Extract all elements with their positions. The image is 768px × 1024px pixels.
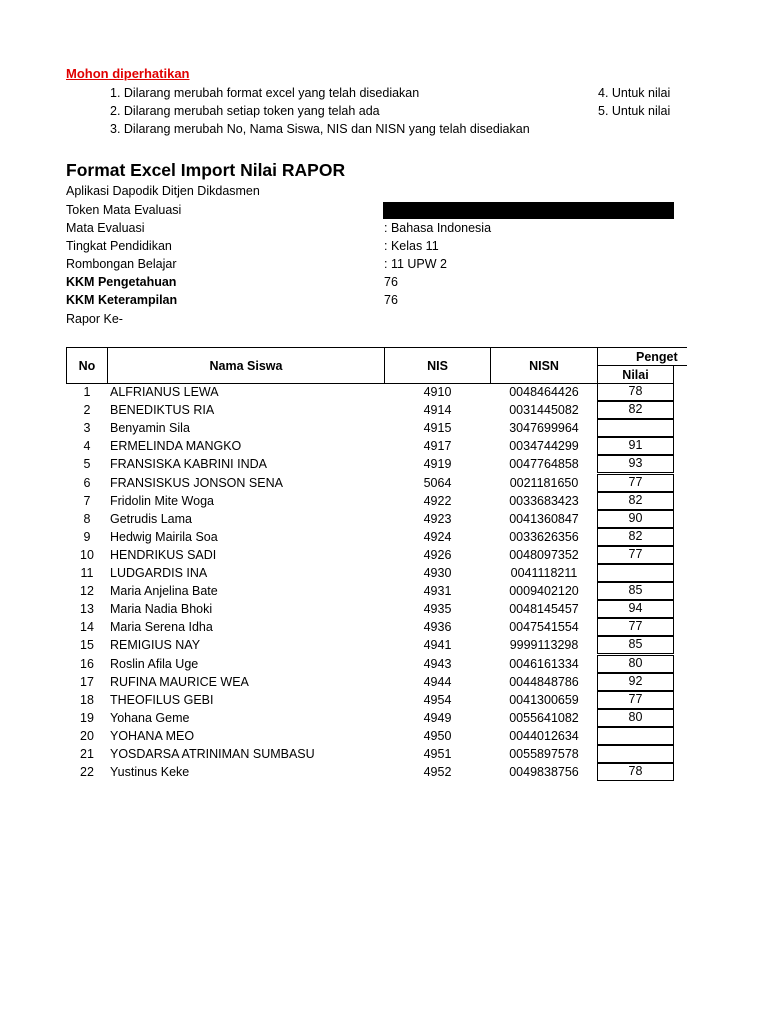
row-score-cell[interactable]: 77	[597, 691, 674, 709]
row-score-cell[interactable]: 92	[597, 673, 674, 691]
row-student-name: Roslin Afila Uge	[110, 657, 199, 671]
row-student-name: Hedwig Mairila Soa	[110, 530, 218, 544]
header-name: Nama Siswa	[107, 347, 385, 384]
row-no: 13	[80, 602, 94, 616]
row-no: 18	[80, 693, 94, 707]
row-score-cell[interactable]: 85	[597, 636, 674, 654]
group-label: Rombongan Belajar	[66, 257, 177, 271]
header-nis: NIS	[384, 347, 491, 384]
row-nis: 4943	[423, 657, 452, 671]
notice-title: Mohon diperhatikan	[66, 66, 190, 81]
row-score-cell[interactable]	[597, 564, 674, 582]
row-student-name: Yustinus Keke	[110, 765, 190, 779]
row-score-cell[interactable]: 93	[597, 455, 674, 473]
rule-1: 1. Dilarang merubah format excel yang telah disediakan	[110, 86, 420, 100]
row-score-cell[interactable]: 85	[597, 582, 674, 600]
report-number-label: Rapor Ke-	[66, 312, 123, 326]
row-nis: 5064	[423, 476, 452, 490]
row-student-name: THEOFILUS GEBI	[110, 693, 214, 707]
row-score-cell[interactable]: 77	[597, 618, 674, 636]
row-no: 6	[83, 476, 91, 490]
row-nisn: 0034744299	[509, 439, 579, 453]
row-score-cell[interactable]: 90	[597, 510, 674, 528]
row-no: 14	[80, 620, 94, 634]
row-student-name: BENEDIKTUS RIA	[110, 403, 215, 417]
row-no: 5	[83, 457, 91, 471]
row-nis: 4930	[423, 566, 452, 580]
token-redacted-field[interactable]	[383, 202, 674, 219]
row-student-name: FRANSISKUS JONSON SENA	[110, 476, 283, 490]
row-student-name: ALFRIANUS LEWA	[110, 385, 219, 399]
row-no: 4	[83, 439, 91, 453]
row-nisn: 0041360847	[509, 512, 579, 526]
row-student-name: REMIGIUS NAY	[110, 638, 201, 652]
row-student-name: Fridolin Mite Woga	[110, 494, 214, 508]
row-nis: 4951	[423, 747, 452, 761]
kkm-skill-label: KKM Keterampilan	[66, 293, 178, 307]
rule-4: 4. Untuk nilai	[598, 86, 671, 100]
row-nis: 4923	[423, 512, 452, 526]
row-score-cell[interactable]: 78	[597, 763, 674, 781]
row-nisn: 0044848786	[509, 675, 579, 689]
row-no: 2	[83, 403, 91, 417]
row-student-name: LUDGARDIS INA	[110, 566, 208, 580]
row-nisn: 0048097352	[509, 548, 579, 562]
row-student-name: YOSDARSA ATRINIMAN SUMBASU	[110, 747, 315, 761]
row-nisn: 0044012634	[509, 729, 579, 743]
kkm-knowledge-value: 76	[384, 275, 398, 289]
kkm-knowledge-label: KKM Pengetahuan	[66, 275, 177, 289]
row-nisn: 0009402120	[509, 584, 579, 598]
row-score-cell[interactable]: 94	[597, 600, 674, 618]
header-knowledge-group: Penget	[597, 347, 687, 366]
row-nisn: 0041300659	[509, 693, 579, 707]
header-no: No	[66, 347, 108, 384]
row-nis: 4915	[423, 421, 452, 435]
row-score-cell[interactable]: 80	[597, 655, 674, 673]
row-score-cell[interactable]: 78	[597, 383, 674, 401]
row-score-cell[interactable]	[597, 745, 674, 763]
row-student-name: Maria Serena Idha	[110, 620, 213, 634]
rule-5: 5. Untuk nilai	[598, 104, 671, 118]
row-score-cell[interactable]: 77	[597, 546, 674, 564]
row-nisn: 0048464426	[509, 385, 579, 399]
row-no: 8	[83, 512, 91, 526]
row-nisn: 3047699964	[509, 421, 579, 435]
row-score-cell[interactable]: 80	[597, 709, 674, 727]
row-nisn: 0047541554	[509, 620, 579, 634]
row-nisn: 0046161334	[509, 657, 579, 671]
rule-3: 3. Dilarang merubah No, Nama Siswa, NIS dan NISN yang telah disediakan	[110, 122, 530, 136]
row-no: 11	[80, 566, 94, 580]
row-score-cell[interactable]: 82	[597, 528, 674, 546]
row-nis: 4926	[423, 548, 452, 562]
row-score-cell[interactable]	[597, 419, 674, 437]
subject-value: : Bahasa Indonesia	[384, 221, 492, 235]
row-nisn: 0041118211	[510, 566, 578, 580]
row-nis: 4914	[423, 403, 452, 417]
app-name: Aplikasi Dapodik Ditjen Dikdasmen	[66, 184, 260, 198]
row-no: 22	[80, 765, 94, 779]
row-nisn: 9999113298	[509, 638, 579, 652]
row-nis: 4922	[423, 494, 452, 508]
row-nis: 4910	[423, 385, 452, 399]
header-nisn: NISN	[490, 347, 598, 384]
row-no: 21	[80, 747, 94, 761]
level-label: Tingkat Pendidikan	[66, 239, 172, 253]
row-score-cell[interactable]: 91	[597, 437, 674, 455]
row-student-name: HENDRIKUS SADI	[110, 548, 217, 562]
row-no: 19	[80, 711, 94, 725]
subject-label: Mata Evaluasi	[66, 221, 145, 235]
row-no: 3	[83, 421, 91, 435]
row-student-name: Maria Anjelina Bate	[110, 584, 218, 598]
header-score: Nilai	[597, 365, 674, 384]
token-label: Token Mata Evaluasi	[66, 203, 182, 217]
kkm-skill-value: 76	[384, 293, 398, 307]
row-nis: 4919	[423, 457, 452, 471]
row-student-name: Maria Nadia Bhoki	[110, 602, 213, 616]
row-no: 20	[80, 729, 94, 743]
page-title: Format Excel Import Nilai RAPOR	[66, 160, 346, 180]
row-student-name: FRANSISKA KABRINI INDA	[110, 457, 267, 471]
row-no: 9	[83, 530, 91, 544]
rule-2: 2. Dilarang merubah setiap token yang telah ada	[110, 104, 380, 118]
row-student-name: Yohana Geme	[110, 711, 190, 725]
row-nis: 4944	[423, 675, 452, 689]
row-nis: 4950	[423, 729, 452, 743]
row-nis: 4917	[423, 439, 452, 453]
row-nis: 4952	[423, 765, 452, 779]
row-student-name: ERMELINDA MANGKO	[110, 439, 242, 453]
row-nisn: 0033683423	[509, 494, 579, 508]
row-nisn: 0049838756	[509, 765, 579, 779]
row-score-cell[interactable]	[597, 727, 674, 745]
row-no: 10	[80, 548, 94, 562]
row-nisn: 0021181650	[509, 476, 579, 490]
row-student-name: Benyamin Sila	[110, 421, 190, 435]
row-no: 15	[80, 638, 94, 652]
row-score-cell[interactable]: 77	[597, 474, 674, 492]
row-nis: 4954	[423, 693, 452, 707]
row-no: 17	[80, 675, 94, 689]
row-nisn: 0031445082	[509, 403, 579, 417]
row-student-name: RUFINA MAURICE WEA	[110, 675, 249, 689]
row-nisn: 0055897578	[509, 747, 579, 761]
row-nisn: 0033626356	[509, 530, 579, 544]
row-score-cell[interactable]: 82	[597, 401, 674, 419]
group-value: : 11 UPW 2	[384, 257, 447, 271]
row-no: 1	[83, 385, 91, 399]
row-no: 7	[83, 494, 91, 508]
row-student-name: Getrudis Lama	[110, 512, 192, 526]
row-nisn: 0048145457	[509, 602, 579, 616]
row-nis: 4924	[423, 530, 452, 544]
row-nis: 4949	[423, 711, 452, 725]
row-nis: 4936	[423, 620, 452, 634]
row-score-cell[interactable]: 82	[597, 492, 674, 510]
level-value: : Kelas 11	[384, 239, 439, 253]
row-student-name: YOHANA MEO	[110, 729, 195, 743]
row-nis: 4941	[423, 638, 452, 652]
row-no: 12	[80, 584, 94, 598]
row-nis: 4935	[423, 602, 452, 616]
row-nis: 4931	[423, 584, 452, 598]
row-no: 16	[80, 657, 94, 671]
row-nisn: 0047764858	[509, 457, 579, 471]
row-nisn: 0055641082	[509, 711, 579, 725]
